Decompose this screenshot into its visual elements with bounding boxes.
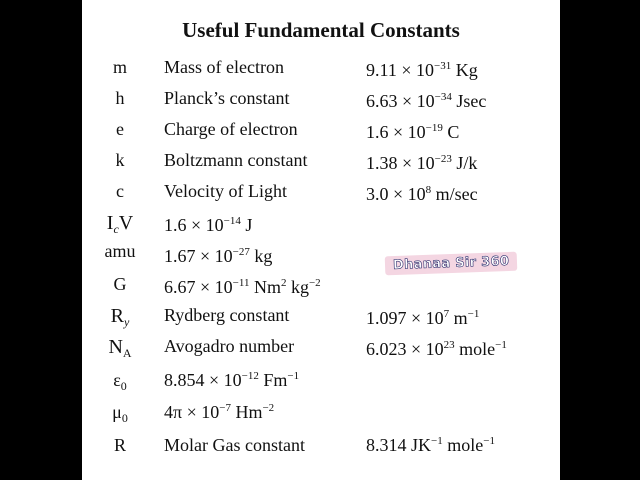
constant-value: $4\pi \times 10^{-7}$ $Hm^{-2}$ (164, 402, 275, 422)
constant-value: $3.0 \times 10^8$ m/sec (366, 184, 478, 204)
page-title: Useful Fundamental Constants (182, 18, 460, 42)
constant-symbol: m (112, 57, 127, 77)
constant-name: Avogadro number (164, 336, 295, 356)
constant-row-icv (82, 212, 560, 243)
constant-row-gravitational (82, 274, 560, 305)
constant-symbol: k (115, 150, 125, 170)
constant-value: $1.6 \times 10^{-14}$ J (164, 215, 253, 235)
constant-row-planck (82, 88, 560, 119)
constant-row-permittivity (82, 370, 560, 401)
constant-symbol: R (113, 435, 126, 455)
constant-value: $1.67 \times 10^{-27}$ kg (164, 246, 273, 266)
watermark-badge: Dhanaa Sir 360 (385, 252, 518, 276)
constant-name: Velocity of Light (164, 181, 287, 201)
constant-row-avogadro (82, 336, 560, 367)
constant-symbol: e (116, 119, 124, 139)
constant-symbol: $I_cV$ (106, 212, 134, 236)
constant-symbol: $N_A$ (108, 336, 132, 360)
constant-symbol: G (113, 274, 127, 294)
constant-row-gas-constant (82, 435, 560, 466)
constant-value: $1.6 \times 10^{-19}$ C (366, 122, 460, 142)
constant-symbol: $\mu_0$ (112, 402, 128, 425)
constant-symbol: h (115, 88, 125, 108)
constants-sheet (82, 0, 560, 480)
constant-row-electron-mass (82, 57, 560, 88)
constant-value: $6.023 \times 10^{23}$ mole$^{-1}$ (366, 339, 507, 359)
constant-value: $1.38 \times 10^{-23}$ J/k (366, 153, 478, 173)
constant-value: $6.67 \times 10^{-11}$ Nm$^2$ $kg^{-2}$ (164, 277, 321, 297)
constant-row-light-velocity (82, 181, 560, 212)
constant-value: 8.314 $JK^{-1}$ mole$^{-1}$ (366, 435, 495, 455)
constant-value: $1.097 \times 10^7$ $m^{-1}$ (366, 308, 480, 328)
constant-value: $8.854 \times 10^{-12}$ $Fm^{-1}$ (164, 370, 300, 390)
constant-symbol: amu (104, 241, 136, 261)
constant-row-boltzmann (82, 150, 560, 181)
constant-value: $6.63 \times 10^{-34}$ Jsec (366, 91, 487, 111)
constant-symbol: $R_y$ (110, 305, 130, 329)
constant-symbol: c (116, 181, 124, 201)
constant-name: Mass of electron (164, 57, 284, 77)
constant-row-permeability (82, 402, 560, 433)
constant-name: Planck’s constant (164, 88, 290, 108)
constant-symbol: $\varepsilon_0$ (113, 370, 127, 393)
constant-row-electron-charge (82, 119, 560, 150)
constant-name: Molar Gas constant (164, 435, 305, 455)
constant-name: Charge of electron (164, 119, 298, 139)
constant-value: $9.11 \times 10^{-31}$ Kg (366, 60, 478, 80)
constant-name: Boltzmann constant (164, 150, 308, 170)
constant-name: Rydberg constant (164, 305, 290, 325)
constant-row-rydberg (82, 305, 560, 336)
